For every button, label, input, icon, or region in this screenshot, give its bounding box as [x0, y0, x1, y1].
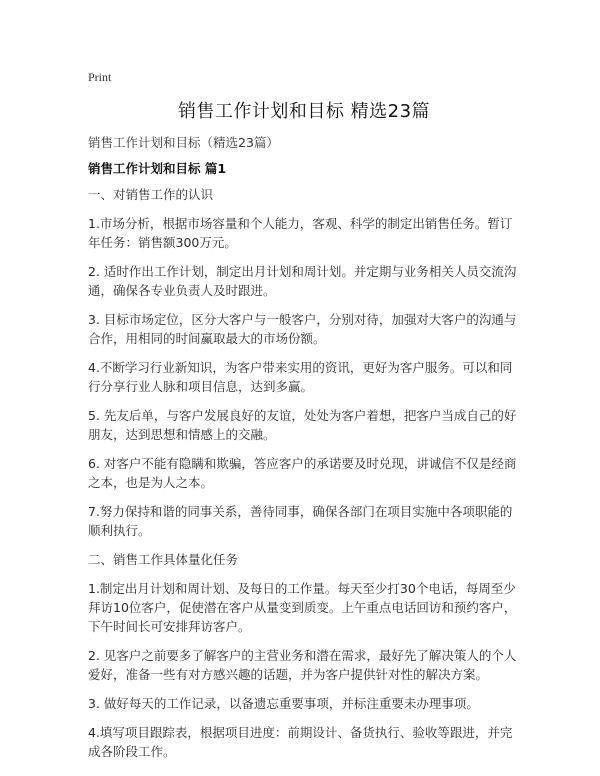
document-subtitle: 销售工作计划和目标（精选23篇）: [88, 135, 279, 150]
article-body: [88, 185, 520, 771]
paragraph: 4.不断学习行业新知识，为客户带来实用的资讯，更好为客户服务。可以和同行分享行业人脉和项目信息，达到多赢。: [88, 360, 513, 394]
paragraph: 3. 做好每天的工作记录，以备遗忘重要事项，并标注重要未办理事项。: [88, 696, 479, 711]
paragraph: 3. 目标市场定位，区分大客户与一般客户，分别对待，加强对大客户的沟通与合作，用相同的时间赢取最大的市场份额。: [88, 312, 517, 346]
paragraph: 6. 对客户不能有隐瞒和欺骗，答应客户的承诺要及时兑现，讲诚信不仅是经商之本，也是为人之本。: [88, 456, 517, 490]
paragraph: 1.制定出月计划和周计划、及每日的工作量。每天至少打30个电话，每周至少拜访10位客户，促使潜在客户从量变到质变。上午重点电话回访和预约客户，下午时间长可安排拜访客户。: [88, 581, 517, 634]
paragraph: 1.市场分析，根据市场容量和个人能力，客观、科学的制定出销售任务。暂订年任务：销售额300万元。: [88, 216, 513, 250]
paragraph: 5. 先友后单，与客户发展良好的友谊，处处为客户着想，把客户当成自己的好朋友，达到思想和情感上的交融。: [88, 408, 517, 442]
paragraph: 4.填写项目跟踪表，根据项目进度：前期设计、备货执行、验收等跟进，并完成各阶段工作。: [88, 725, 513, 759]
document-title: 销售工作计划和目标 精选23篇: [177, 101, 431, 122]
print-link[interactable]: Print: [88, 70, 112, 84]
paragraph: 7.努力保持和谐的同事关系，善待同事，确保各部门在项目实施中各项职能的顺利执行。: [88, 504, 513, 538]
section-heading-2: 二、销售工作具体量化任务: [88, 552, 239, 567]
paragraph: 2. 适时作出工作计划，制定出月计划和周计划。并定期与业务相关人员交流沟通，确保各专业负责人及时跟进。: [88, 264, 517, 298]
section-heading-1: 一、对销售工作的认识: [88, 187, 214, 202]
article-heading: 销售工作计划和目标 篇1: [88, 161, 227, 176]
paragraph: 2. 见客户之前要多了解客户的主营业务和潜在需求，最好先了解决策人的个人爱好，准备一些有对方感兴趣的话题，并为客户提供针对性的解决方案。: [88, 648, 517, 682]
